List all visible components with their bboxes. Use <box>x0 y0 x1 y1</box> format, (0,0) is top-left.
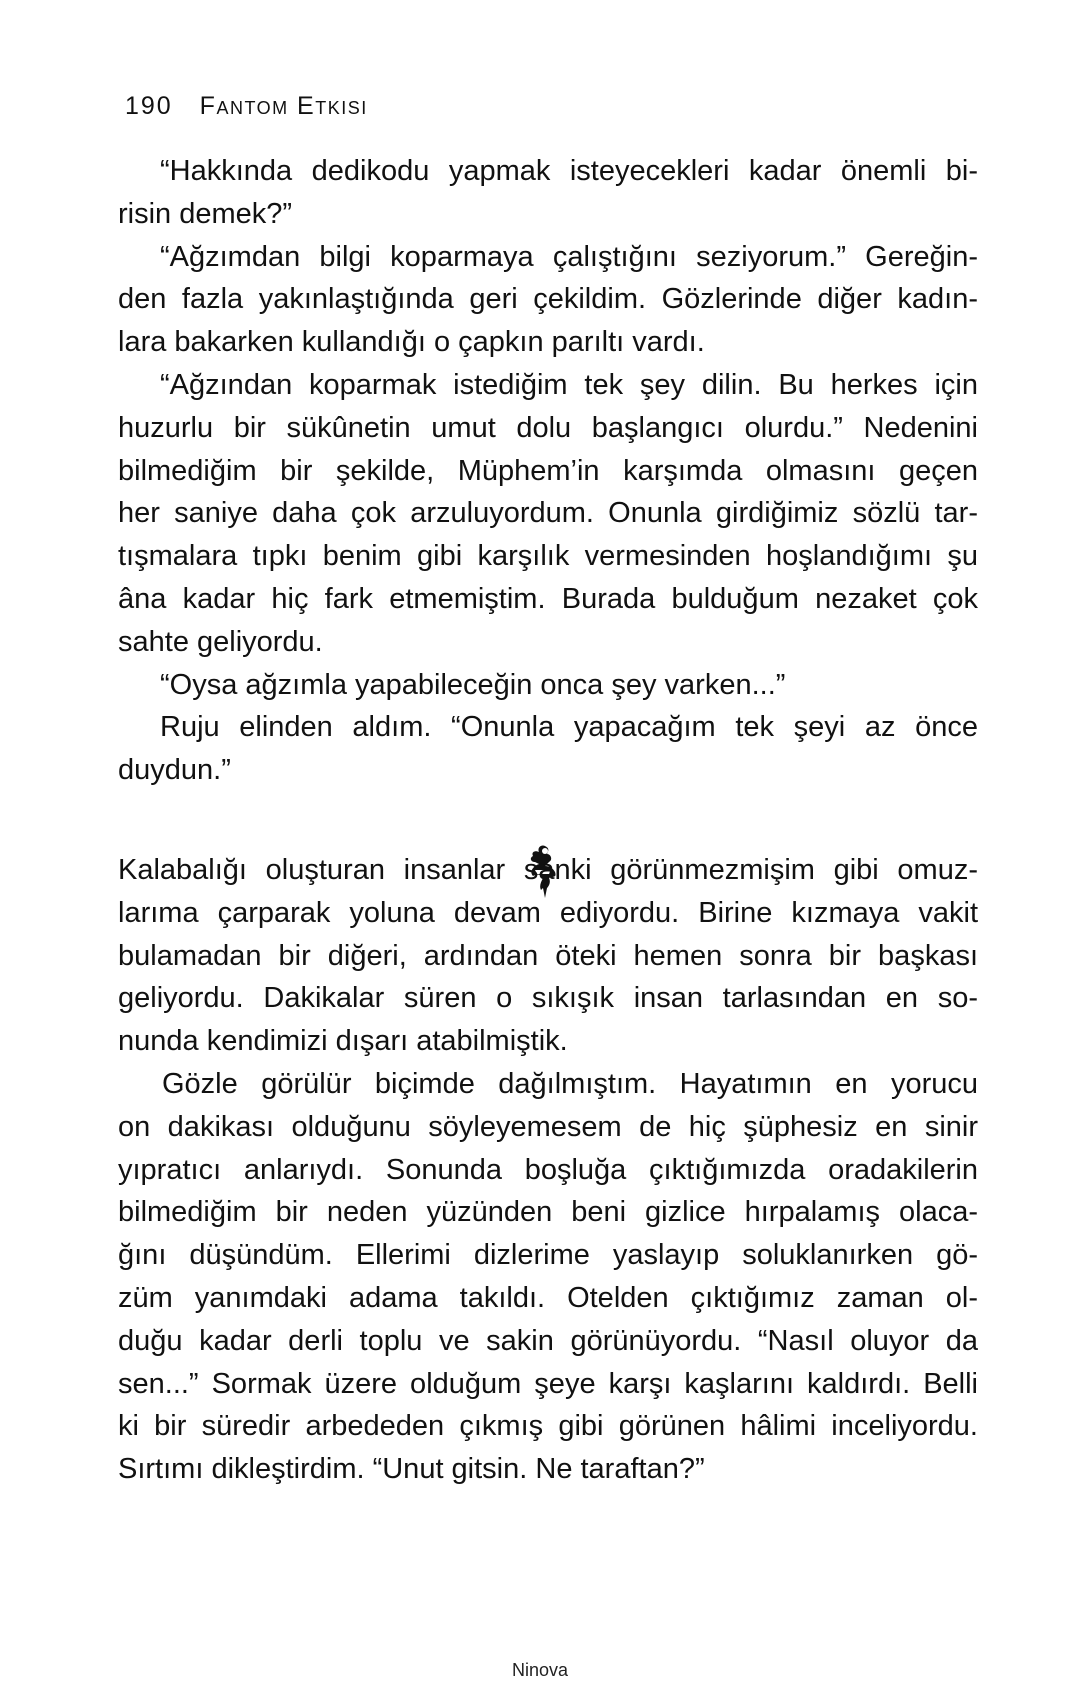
text-line: Ruju elinden aldım. “Onunla yapacağım tek şeyi az önce <box>160 711 978 744</box>
text-line: “Ağzımdan bilgi koparmaya çalıştığını seziyorum.” Gereğin- <box>160 240 978 273</box>
publisher-footer: Ninova <box>511 1660 569 1680</box>
text-line: yıpratıcı anlarıydı. Sonunda boşluğa çıktığımızda oradakilerin <box>118 1153 978 1186</box>
text-line: tışmalara tıpkı benim gibi karşılık vermesinden hoşlandığımı şu <box>118 540 978 573</box>
text-line: duydun.” <box>118 754 231 787</box>
text-line: “Ağzından koparmak istediğim tek şey dilin. Bu herkes için <box>160 368 978 401</box>
text-line: bilmediğim bir neden yüzünden beni gizlice hırpalamış olaca- <box>118 1196 978 1229</box>
text-line: den fazla yakınlaştığında geri çekildim. Gözlerinde diğer kadın- <box>118 283 978 316</box>
text-line: âna kadar hiç fark etmemiştim. Burada bulduğum nezaket çok <box>118 582 978 615</box>
text-line: bulamadan bir diğeri, ardından öteki hemen sonra bir başkası <box>118 939 978 972</box>
text-line: Kalabalığı oluşturan insanlar sanki görünmezmişim gibi omuz- <box>118 854 978 886</box>
text-block-dialogue <box>118 150 978 792</box>
book-title: Fantom Etkisi <box>199 92 368 120</box>
text-line: ki bir süredir arbededen çıkmış gibi görünen hâlimi inceliyordu. <box>118 1410 978 1443</box>
text-line: geliyordu. Dakikalar süren o sıkışık insan tarlasından en so- <box>118 982 978 1015</box>
text-line: Sırtımı dikleştirdim. “Unut gitsin. Ne taraftan?” <box>118 1453 705 1486</box>
text-line: “Oysa ağzımla yapabileceğin onca şey varken...” <box>160 668 786 701</box>
text-line: sahte geliyordu. <box>118 625 323 658</box>
text-line: “Hakkında dedikodu yapmak isteyecekleri kadar önemli bi- <box>160 155 978 187</box>
text-line: nunda kendimizi dışarı atabilmiştik. <box>118 1025 568 1058</box>
text-line: huzurlu bir sükûnetin umut dolu başlangıcı olurdu.” Nedenini <box>118 411 978 444</box>
page-number: 190 <box>125 92 173 120</box>
text-line: ğını düşündüm. Ellerimi dizlerime yaslayıp soluklanırken gö- <box>118 1239 978 1272</box>
running-head <box>125 92 368 121</box>
text-block-narrative <box>118 849 978 1491</box>
text-line: her saniye daha çok arzuluyordum. Onunla girdiğimiz sözlü tar- <box>118 497 978 530</box>
text-line: sen...” Sormak üzere olduğum şeye karşı kaşlarını kaldırdı. Belli <box>118 1367 978 1400</box>
text-line: on dakikası olduğunu söyleyemesem de hiç şüphesiz en sinir <box>118 1110 978 1143</box>
text-line: duğu kadar derli toplu ve sakin görünüyordu. “Nasıl oluyor da <box>118 1324 978 1357</box>
text-line: lara bakarken kullandığı o çapkın parıltı vardı. <box>118 326 705 359</box>
text-line: bilmediğim bir şekilde, Müphem’in karşımda olmasını geçen <box>118 454 978 487</box>
text-line: züm yanımdaki adama takıldı. Otelden çıktığımız zaman ol- <box>118 1281 978 1314</box>
text-line: Gözle görülür biçimde dağılmıştım. Hayatımın en yorucu <box>162 1067 978 1100</box>
text-line: larıma çarparak yoluna devam ediyordu. Birine kızmaya vakit <box>118 896 978 929</box>
text-line: risin demek?” <box>118 197 293 230</box>
